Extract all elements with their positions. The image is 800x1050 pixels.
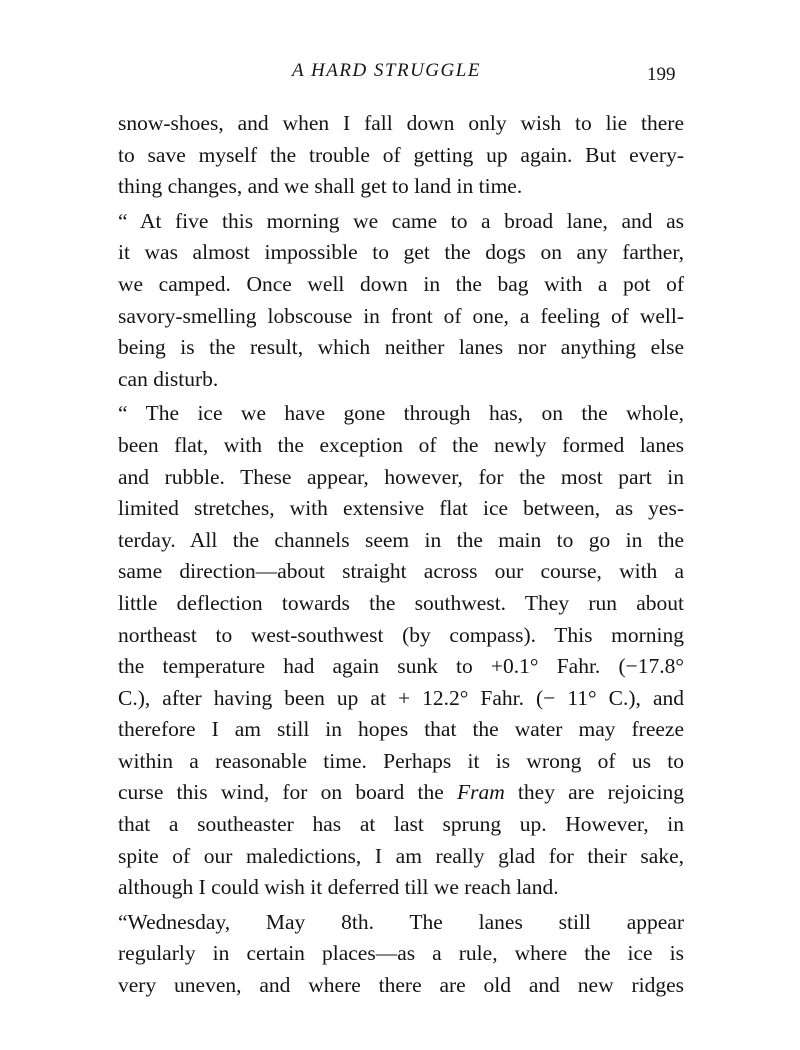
text-line: “ At five this morning we came to a broad lane, and as: [118, 208, 684, 233]
text-line: little deflection towards the southwest. They run about: [118, 590, 684, 615]
text-line: same direction—about straight across our course, with a: [118, 559, 684, 584]
text-line: regularly in certain places—as a rule, where the ice is: [118, 941, 684, 966]
text-line: spite of our maledictions, I am really glad for their sake,: [118, 843, 684, 868]
text-line: therefore I am still in hopes that the water may freeze: [118, 717, 684, 742]
text-line: savory-smelling lobscouse in front of one, a feeling of well-: [118, 303, 684, 328]
text-fragment: curse this wind, for on board the: [118, 780, 457, 805]
text-line: very uneven, and where there are old and new ridges: [118, 973, 684, 998]
text-line: to save myself the trouble of getting up again. But every-: [118, 142, 684, 167]
text-line: although I could wish it deferred till we reach land.: [118, 875, 559, 900]
page-number: 199: [647, 64, 676, 85]
text-line: thing changes, and we shall get to land in time.: [118, 174, 523, 199]
text-line: C.), after having been up at + 12.2° Fahr. (− 11° C.), and: [118, 685, 684, 710]
text-line: the temperature had again sunk to +0.1° Fahr. (−17.8°: [118, 654, 684, 679]
text-fragment: they are rejoicing: [504, 780, 684, 805]
text-line: terday. All the channels seem in the main to go in the: [118, 527, 684, 552]
text-line: snow-shoes, and when I fall down only wish to lie there: [118, 111, 684, 135]
text-line: and rubble. These appear, however, for the most part in: [118, 464, 684, 489]
paragraph: [118, 108, 684, 203]
ship-name-fram: Fram: [456, 780, 505, 805]
paragraph: [118, 907, 684, 1002]
running-title: A HARD STRUGGLE: [292, 60, 481, 81]
text-line: within a reasonable time. Perhaps it is wrong of us to: [118, 748, 684, 773]
body-text: [118, 108, 684, 1002]
text-line: “ The ice we have gone through has, on the whole,: [118, 401, 684, 426]
text-line: can disturb.: [118, 366, 219, 391]
text-line: been flat, with the exception of the newly formed lanes: [118, 432, 684, 457]
running-head: [0, 58, 800, 88]
text-line: being is the result, which neither lanes nor anything else: [118, 335, 684, 360]
text-line: northeast to west-southwest (by compass). This morning: [118, 622, 684, 647]
paragraph: [118, 206, 684, 396]
text-line: limited stretches, with extensive flat ice between, as yes-: [118, 496, 684, 521]
text-line: “Wednesday, May 8th. The lanes still appear: [118, 909, 684, 934]
text-line: it was almost impossible to get the dogs on any farther,: [118, 240, 684, 265]
paragraph: [118, 398, 684, 904]
text-line-with-ship-name: [118, 777, 684, 809]
text-line: we camped. Once well down in the bag with a pot of: [118, 271, 684, 296]
text-line: that a southeaster has at last sprung up. However, in: [118, 812, 684, 837]
